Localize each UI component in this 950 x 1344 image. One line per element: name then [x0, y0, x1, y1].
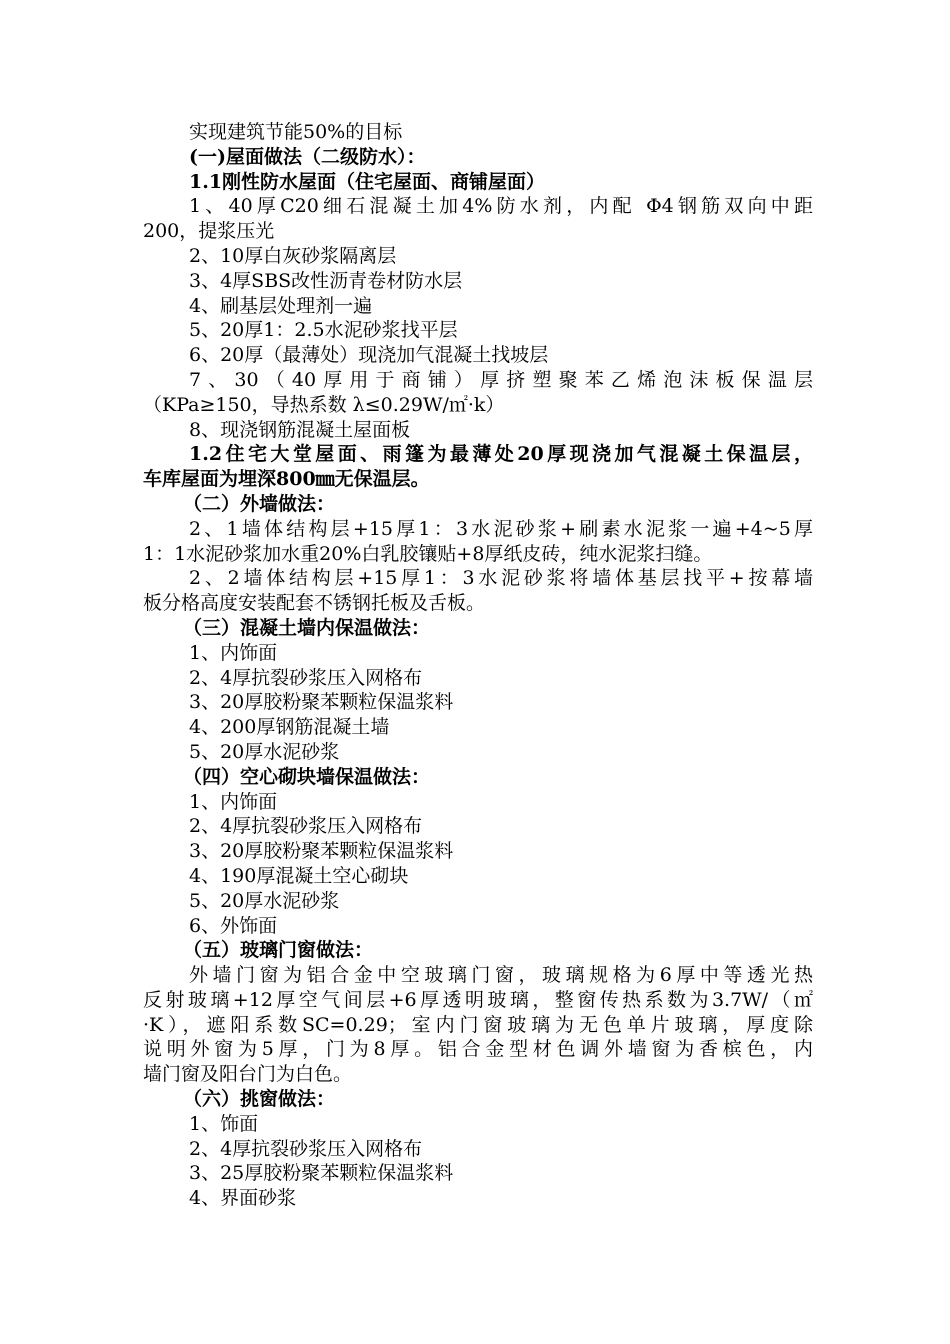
text-line: 4、190厚混凝土空心砌块 — [189, 864, 409, 887]
text-line: （六）挑窗做法： — [183, 1088, 336, 1111]
text-line: 5、20厚1：2.5水泥砂浆找平层 — [189, 319, 458, 342]
text-line: ·K），遮阳系数SC=0.29；室内门窗玻璃为无色单片玻璃，厚度除 — [143, 1013, 813, 1036]
text-line: 1.1刚性防水屋面（住宅屋面、商铺屋面） — [189, 170, 546, 193]
text-line: 6、外饰面 — [189, 914, 278, 937]
text-line: （三）混凝土墙内保温做法： — [183, 616, 431, 639]
text-line: 1、内饰面 — [189, 790, 278, 813]
text-line: 1、40厚C20细石混凝土加4%防水剂，内配 Φ4钢筋双向中距 — [189, 195, 813, 218]
text-line: 7、30（40厚用于商铺）厚挤塑聚苯乙烯泡沫板保温层 — [189, 368, 813, 391]
text-line: 2、10厚白灰砂浆隔离层 — [189, 244, 397, 267]
text-line: 3、20厚胶粉聚苯颗粒保温浆料 — [189, 691, 454, 714]
text-line: （二）外墙做法： — [183, 492, 336, 515]
text-line: 3、25厚胶粉聚苯颗粒保温浆料 — [189, 1162, 454, 1185]
text-line: 1、内饰面 — [189, 641, 278, 664]
text-line: 4、200厚钢筋混凝土墙 — [189, 716, 390, 739]
text-line: 200，提浆压光 — [143, 220, 275, 243]
text-line: 8、现浇钢筋混凝土屋面板 — [189, 418, 411, 441]
text-line: 2、4厚抗裂砂浆压入网格布 — [189, 1137, 423, 1160]
text-line: 说明外窗为5厚，门为8厚。铝合金型材色调外墙窗为香槟色，内 — [143, 1038, 813, 1061]
text-line: 4、刷基层处理剂一遍 — [189, 294, 373, 317]
text-line: 2、4厚抗裂砂浆压入网格布 — [189, 666, 423, 689]
text-line: 5、20厚水泥砂浆 — [189, 740, 340, 763]
text-line: 3、20厚胶粉聚苯颗粒保温浆料 — [189, 840, 454, 863]
text-line: 1：1水泥砂浆加水重20%白乳胶镶贴+8厚纸皮砖，纯水泥浆扫缝。 — [143, 542, 713, 565]
text-line: 3、4厚SBS改性沥青卷材防水层 — [189, 269, 463, 292]
text-line: 4、界面砂浆 — [189, 1187, 297, 1210]
text-line: 1.2住宅大堂屋面、雨篷为最薄处20厚现浇加气混凝土保温层， — [189, 443, 813, 466]
text-line: （KPa≥150，导热系数 λ≤0.29W/㎡·k） — [143, 393, 505, 416]
text-line: 实现建筑节能50%的目标 — [189, 121, 403, 143]
text-line: 反射玻璃+12厚空气间层+6厚透明玻璃，整窗传热系数为3.7W/（㎡ — [143, 988, 813, 1011]
text-line: 板分格高度安装配套不锈钢托板及舌板。 — [143, 592, 486, 615]
document-body — [143, 120, 813, 1211]
text-line: 6、20厚（最薄处）现浇加气混凝土找坡层 — [189, 344, 549, 367]
text-line: 1、饰面 — [189, 1112, 259, 1135]
text-line: 墙门窗及阳台门为白色。 — [143, 1063, 353, 1086]
text-line: 2、1墙体结构层+15厚1：3水泥砂浆+刷素水泥浆一遍+4~5厚 — [189, 517, 813, 540]
text-line: (一)屋面做法（二级防水）： — [189, 145, 426, 168]
text-line: 2、4厚抗裂砂浆压入网格布 — [189, 815, 423, 838]
text-line: （五）玻璃门窗做法： — [183, 939, 374, 962]
text-line: 5、20厚水泥砂浆 — [189, 889, 340, 912]
text-line: 外墙门窗为铝合金中空玻璃门窗，玻璃规格为6厚中等透光热 — [189, 964, 813, 987]
text-line: 车库屋面为埋深800㎜无保温层。 — [143, 468, 430, 491]
text-line: （四）空心砌块墙保温做法： — [183, 765, 431, 788]
text-line: 2、2墙体结构层+15厚1：3水泥砂浆将墙体基层找平+按幕墙 — [189, 567, 813, 590]
